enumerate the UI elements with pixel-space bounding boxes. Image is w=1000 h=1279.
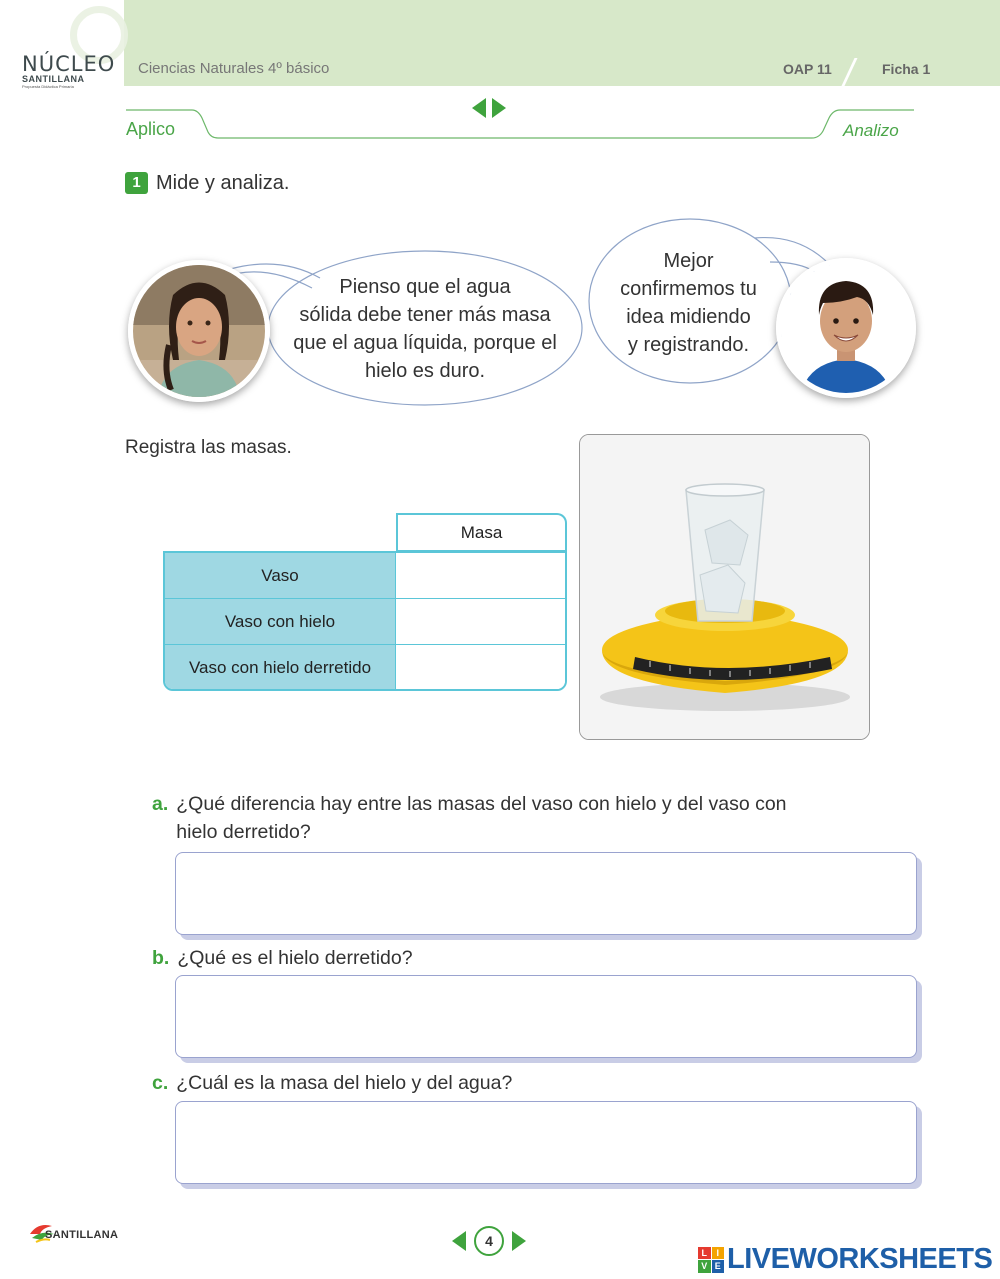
pager: [452, 1226, 526, 1256]
answer-box-b[interactable]: [175, 975, 917, 1058]
mass-table: [163, 513, 567, 691]
table-row: [165, 553, 565, 598]
question-text: ¿Cuál es la masa del hielo y del agua?: [176, 1072, 513, 1094]
girl-speech-line: sólida debe tener más masa: [299, 304, 551, 326]
boy-speech-line: y registrando.: [627, 334, 750, 356]
activity-title: Mide y analiza.: [156, 172, 290, 194]
prev-page-icon[interactable]: [452, 1231, 466, 1251]
tab-aplico[interactable]: Aplico: [126, 119, 176, 139]
girl-speech-line: que el agua líquida, porque el: [293, 332, 557, 354]
oap-label: OAP 11: [783, 61, 832, 77]
badge-letter: L: [698, 1247, 711, 1260]
boy-speech-line: idea midiendo: [626, 306, 751, 328]
boy-portrait: [781, 263, 911, 393]
answer-box-a[interactable]: [175, 852, 917, 935]
table-body: [163, 551, 567, 691]
boy-speech-text: [596, 247, 781, 359]
subject-title: Ciencias Naturales 4º básico: [138, 60, 330, 77]
mass-input-vaso-derretido[interactable]: [396, 645, 565, 691]
question-c: [152, 1069, 816, 1097]
badge-letter: V: [698, 1260, 711, 1273]
liveworksheets-brand[interactable]: [698, 1243, 992, 1276]
girl-speech-line: hielo es duro.: [364, 360, 486, 382]
question-letter: b.: [152, 947, 170, 969]
question-text: ¿Qué diferencia hay entre las masas del vaso con hielo y del vaso con hielo derretido?: [176, 793, 787, 843]
ficha-label: Ficha 1: [882, 61, 931, 77]
logo-tagline: Propuesta Didáctica Primaria: [22, 84, 74, 89]
boy-avatar: [776, 258, 916, 398]
boy-speech-line: confirmemos tu: [620, 278, 757, 300]
tab-analizo[interactable]: Analizo: [843, 121, 899, 140]
question-letter: c.: [152, 1072, 169, 1094]
girl-avatar: [128, 260, 270, 402]
girl-portrait: [133, 265, 265, 397]
question-a: [152, 790, 816, 846]
girl-speech-line: Pienso que el agua: [339, 276, 511, 298]
santillana-footer-label: SANTILLANA: [45, 1229, 119, 1241]
liveworksheets-badge-icon: [698, 1247, 724, 1273]
mass-input-vaso[interactable]: [396, 553, 565, 598]
table-header-masa: Masa: [396, 513, 567, 551]
boy-speech-line: Mejor: [663, 250, 714, 272]
next-page-icon[interactable]: [512, 1231, 526, 1251]
question-text: ¿Qué es el hielo derretido?: [177, 947, 413, 969]
question-letter: a.: [152, 793, 169, 815]
table-row: [165, 644, 565, 691]
answer-box-c[interactable]: [175, 1101, 917, 1184]
question-b: [152, 944, 817, 972]
liveworksheets-label: LIVEWORKSHEETS: [727, 1243, 993, 1275]
logo-title: NÚCLEO: [22, 52, 116, 76]
row-label: Vaso con hielo: [165, 599, 396, 644]
activity-number-badge: 1: [125, 172, 148, 194]
table-row: [165, 598, 565, 644]
logo-publisher: SANTILLANA: [22, 74, 85, 84]
scale-illustration: [580, 435, 870, 740]
row-label: Vaso: [165, 553, 396, 598]
badge-letter: I: [712, 1247, 725, 1260]
page-number: 4: [474, 1226, 504, 1256]
mass-input-vaso-hielo[interactable]: [396, 599, 565, 644]
table-intro: Registra las masas.: [125, 437, 292, 458]
badge-letter: E: [712, 1260, 725, 1273]
girl-speech-text: [280, 273, 570, 385]
row-label: Vaso con hielo derretido: [165, 645, 396, 691]
scale-photo: [579, 434, 870, 740]
